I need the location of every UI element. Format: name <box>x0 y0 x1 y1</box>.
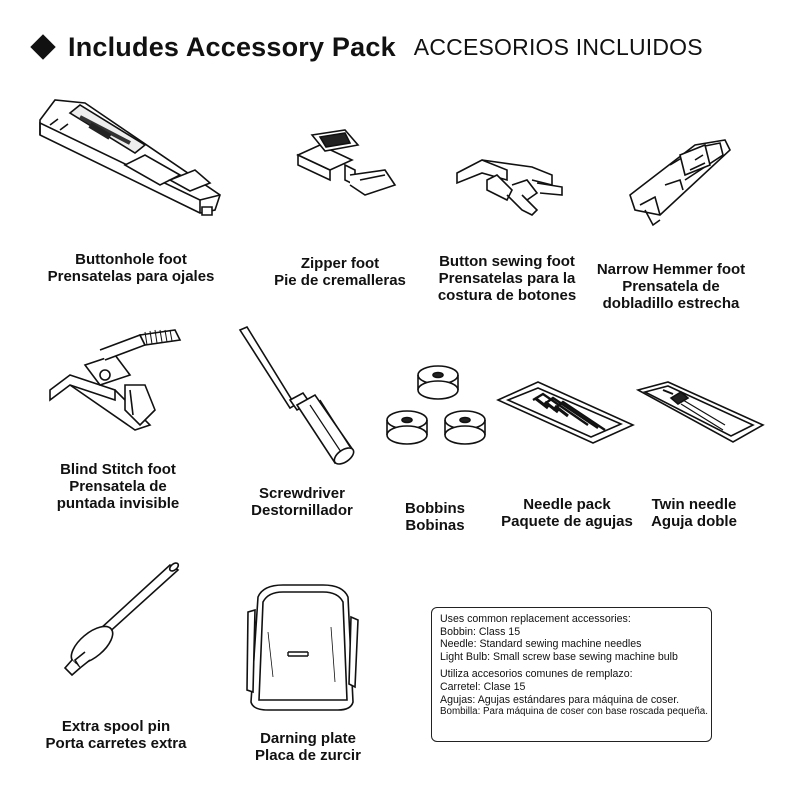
item-label <box>438 253 576 304</box>
needle-pack-icon <box>493 380 638 445</box>
info-line-es: Carretel: Clase 15 <box>440 680 526 693</box>
label-es-line: Prensatelas para ojales <box>47 268 215 285</box>
title-english: Includes Accessory Pack <box>68 31 396 62</box>
item-label <box>597 261 745 312</box>
label-en: Buttonhole foot <box>75 251 187 268</box>
darning-plate-icon <box>243 582 361 714</box>
item-label <box>501 496 633 530</box>
label-en: Needle pack <box>523 496 611 513</box>
label-en: Screwdriver <box>259 485 345 502</box>
item-label <box>274 255 406 289</box>
label-en: Zipper foot <box>300 255 380 272</box>
info-line-en: Uses common replacement accessories: <box>440 613 631 625</box>
label-es-line: puntada invisible <box>56 495 180 512</box>
label-es-line: Placa de zurcir <box>255 747 361 764</box>
item-label <box>46 718 187 752</box>
label-es-line: Prensatela de <box>622 278 720 295</box>
label-es-line: Prensatelas para la <box>438 270 576 287</box>
diamond-bullet-icon <box>30 34 55 59</box>
bobbin <box>418 366 458 399</box>
title-spanish: ACCESORIOS INCLUIDOS <box>413 33 703 60</box>
item-label <box>57 461 180 512</box>
label-en: Blind Stitch foot <box>60 461 176 478</box>
label-en: Narrow Hemmer foot <box>596 261 746 278</box>
info-line-es: Agujas: Agujas estándares para máquina de coser. <box>440 693 680 706</box>
item-label <box>48 251 215 285</box>
bobbin <box>445 411 485 444</box>
blind-stitch-foot-icon <box>45 330 190 445</box>
bobbins-icon <box>385 365 495 460</box>
label-es-line: dobladillo estrecha <box>602 295 740 312</box>
page-header <box>34 30 703 64</box>
item-label <box>651 496 737 530</box>
label-en: Darning plate <box>260 730 356 747</box>
label-es-line: Prensatela de <box>69 478 167 495</box>
label-es-line: Paquete de agujas <box>501 513 633 530</box>
label-en: Extra spool pin <box>61 718 171 735</box>
narrow-hemmer-foot-icon <box>625 135 735 235</box>
replacement-info-box <box>431 607 712 742</box>
label-es-line: Pie de cremalleras <box>274 272 406 289</box>
label-en: Twin needle <box>651 496 737 513</box>
label-es-line: Aguja doble <box>651 513 737 530</box>
label-en: Button sewing foot <box>439 253 575 270</box>
spool-pin-icon <box>60 560 190 690</box>
item-label <box>251 485 353 519</box>
label-es-line: Bobinas <box>405 517 465 534</box>
button-sewing-foot-icon <box>452 155 567 220</box>
label-es-line: costura de botones <box>437 287 577 304</box>
info-line-es: Bombilla: Para máquina de coser con base roscada pequeña. <box>440 706 708 718</box>
item-label <box>255 730 361 764</box>
info-line-en: Bobbin: Class 15 <box>440 625 521 638</box>
buttonhole-foot-icon <box>30 95 230 225</box>
info-line-es: Utiliza accesorios comunes de remplazo: <box>440 668 633 681</box>
zipper-foot-icon <box>290 125 400 200</box>
label-en: Bobbins <box>405 500 465 517</box>
info-line-en: Light Bulb: Small screw base sewing machine bulb <box>440 650 678 663</box>
label-es-line: Porta carretes extra <box>45 735 187 752</box>
item-label <box>405 500 465 534</box>
twin-needle-icon <box>633 380 768 445</box>
info-line-en: Needle: Standard sewing machine needles <box>440 638 642 651</box>
screwdriver-icon <box>235 325 360 470</box>
bobbin <box>387 411 427 444</box>
label-es-line: Destornillador <box>251 502 353 519</box>
